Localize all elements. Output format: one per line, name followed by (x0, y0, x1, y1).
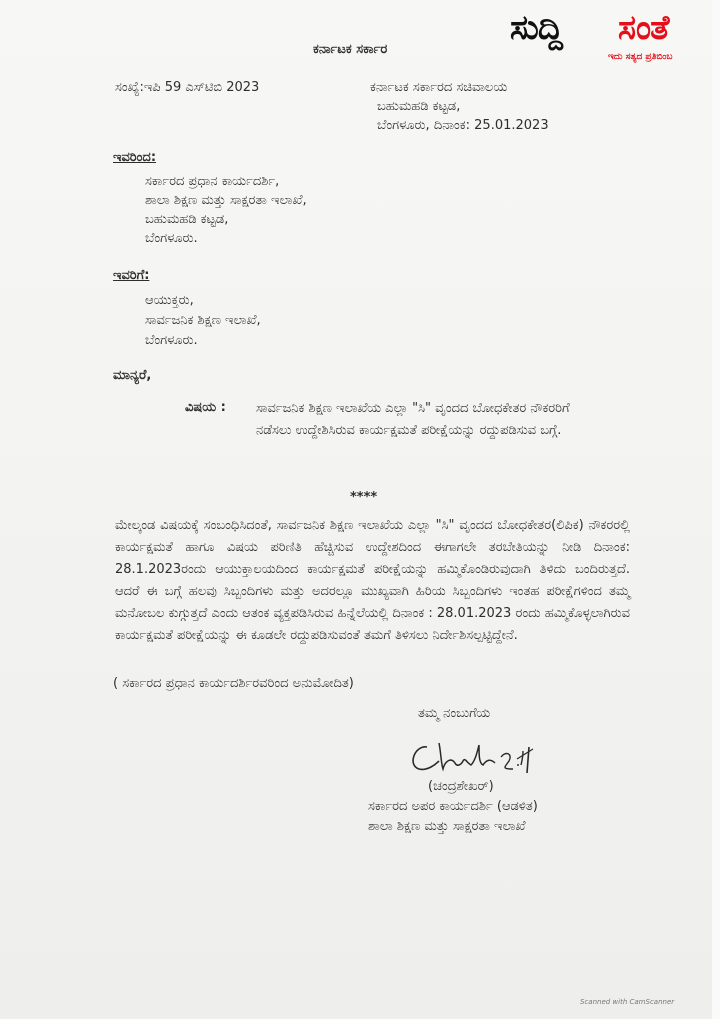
from-line-4: ಬೆಂಗಳೂರು. (145, 231, 198, 246)
logo-word-sante: ಸಂತೆ (618, 8, 669, 48)
body-paragraph: ಮೇಲ್ಕಂಡ ವಿಷಯಕ್ಕೆ ಸಂಬಂಧಿಸಿದಂತೆ, ಸಾರ್ವಜನಿಕ ಶಿಕ್ಷಣ ಇಲಾಖೆಯ ಎಲ್ಲಾ "ಸಿ" ವೃಂದದ ಬೋಧಕೇತರ(ಲಿಪಿಕ) ನೌಕರರಲ್ಲಿ ಕಾರ್ಯಕ್ಷಮತೆ ಹಾಗೂ ವಿಷಯ ಪರಿಣಿತಿ ಹೆಚ್ಚಿಸುವ ಉದ್ದೇಶದಿಂದ ಈಗಾಗಲೇ ತರಬೇತಿಯನ್ನು ನೀಡಿ ದಿನಾಂಕ: 28.1.2023ರಂದು ಆಯುಕ್ತಾಲಯದಿಂದ ಕಾರ್ಯಕ್ಷಮತೆ ಪರೀಕ್ಷೆಯನ್ನು ಹಮ್ಮಿಕೊಂಡಿರುವುದಾಗಿ ತಿಳಿದು ಬಂದಿರುತ್ತದೆ. ಆದರೆ ಈ ಬಗ್ಗೆ ಹಲವು ಸಿಬ್ಬಂದಿಗಳು ಮತ್ತು ಅದರಲ್ಲೂ ಮುಖ್ಯವಾಗಿ ಹಿರಿಯ ಸಿಬ್ಬಂದಿಗಳು ಇಂತಹ ಪರೀಕ್ಷೆಗಳಿಂದ ತಮ್ಮ ಮನೋಬಲ ಕುಗ್ಗುತ್ತದೆ ಎಂದು ಆತಂಕ ವ್ಯಕ್ತಪಡಿಸಿರುವ ಹಿನ್ನೆಲೆಯಲ್ಲಿ ದಿನಾಂಕ : 28.01.2023 ರಂದು ಹಮ್ಮಿಕೊಳ್ಳಲಾಗಿರುವ ಕಾರ್ಯಕ್ಷಮತೆ ಪರೀಕ್ಷೆಯನ್ನು ಈ ಕೂಡಲೇ ರದ್ದುಪಡಿಸುವಂತೆ ತಮಗೆ ತಿಳಿಸಲು ನಿರ್ದೇಶಿಸಲ್ಪಟ್ಟಿದ್ದೇನೆ. (115, 518, 630, 643)
scanner-watermark: Scanned with CamScanner (580, 998, 675, 1006)
suddi-sante-logo (508, 8, 713, 70)
page-edge (712, 0, 720, 1019)
signatory-department: ಶಾಲಾ ಶಿಕ್ಷಣ ಮತ್ತು ಸಾಕ್ಷರತಾ ಇಲಾಖೆ (368, 819, 526, 834)
subject-text: ಸಾರ್ವಜನಿಕ ಶಿಕ್ಷಣ ಇಲಾಖೆಯ ಎಲ್ಲಾ "ಸಿ" ವೃಂದದ ಬೋಧಕೇತರ ನೌಕರರಿಗೆ ನಡೆಸಲು ಉದ್ದೇಶಿಸಿರುವ ಕಾರ್ಯಕ್ಷಮತೆ ಪರೀಕ್ಷೆಯನ್ನು ರದ್ದುಪಡಿಸುವ ಬಗ್ಗೆ. (256, 401, 570, 438)
signatory-designation: ಸರ್ಕಾರದ ಅಪರ ಕಾರ್ಯದರ್ಶಿ (ಆಡಳಿತ) (368, 799, 538, 814)
signatory-name: (ಚಂದ್ರಶೇಖರ್) (428, 779, 494, 794)
subject-label: ವಿಷಯ : (185, 400, 226, 415)
from-line-3: ಬಹುಮಹಡಿ ಕಟ್ಟಡ, (145, 212, 229, 227)
logo-tagline: ಇದು ಸತ್ಯದ ಪ್ರತಿಬಿಂಬ (608, 52, 673, 62)
office-line-1: ಕರ್ನಾಟಕ ಸರ್ಕಾರದ ಸಚಿವಾಲಯ (370, 80, 508, 95)
separator-stars: **** (350, 490, 378, 505)
handwritten-signature (405, 735, 555, 780)
to-line-2: ಸಾರ್ವಜನಿಕ ಶಿಕ್ಷಣ ಇಲಾಖೆ, (145, 313, 261, 328)
office-date-line: ಬೆಂಗಳೂರು, ದಿನಾಂಕ: 25.01.2023 (377, 118, 549, 133)
logo-word-suddi: ಸುದ್ದಿ (510, 8, 562, 48)
to-label: ಇವರಿಗೆ: (113, 268, 150, 283)
government-title: ಕರ್ನಾಟಕ ಸರ್ಕಾರ (313, 42, 388, 57)
approval-note: ( ಸರ್ಕಾರದ ಪ್ರಧಾನ ಕಾರ್ಯದರ್ಶಿರವರಿಂದ ಅನುಮೋದಿತ) (113, 676, 354, 691)
office-line-2: ಬಹುಮಹಡಿ ಕಟ್ಟಡ, (377, 99, 461, 114)
from-label: ಇವರಿಂದ: (113, 150, 157, 165)
closing-text: ತಮ್ಮ ನಂಬುಗೆಯ (418, 706, 491, 721)
to-line-1: ಆಯುಕ್ತರು, (145, 293, 194, 308)
from-line-2: ಶಾಲಾ ಶಿಕ್ಷಣ ಮತ್ತು ಸಾಕ್ಷರತಾ ಇಲಾಖೆ, (145, 193, 307, 208)
to-line-3: ಬೆಂಗಳೂರು. (145, 333, 198, 348)
reference-number: ಸಂಖ್ಯೆ:ಇಪಿ 59 ಎಸ್‌ಟಿಬಿ 2023 (115, 80, 260, 95)
salutation: ಮಾನ್ಯರೆ, (113, 368, 152, 383)
from-line-1: ಸರ್ಕಾರದ ಪ್ರಧಾನ ಕಾರ್ಯದರ್ಶಿ, (145, 174, 280, 189)
